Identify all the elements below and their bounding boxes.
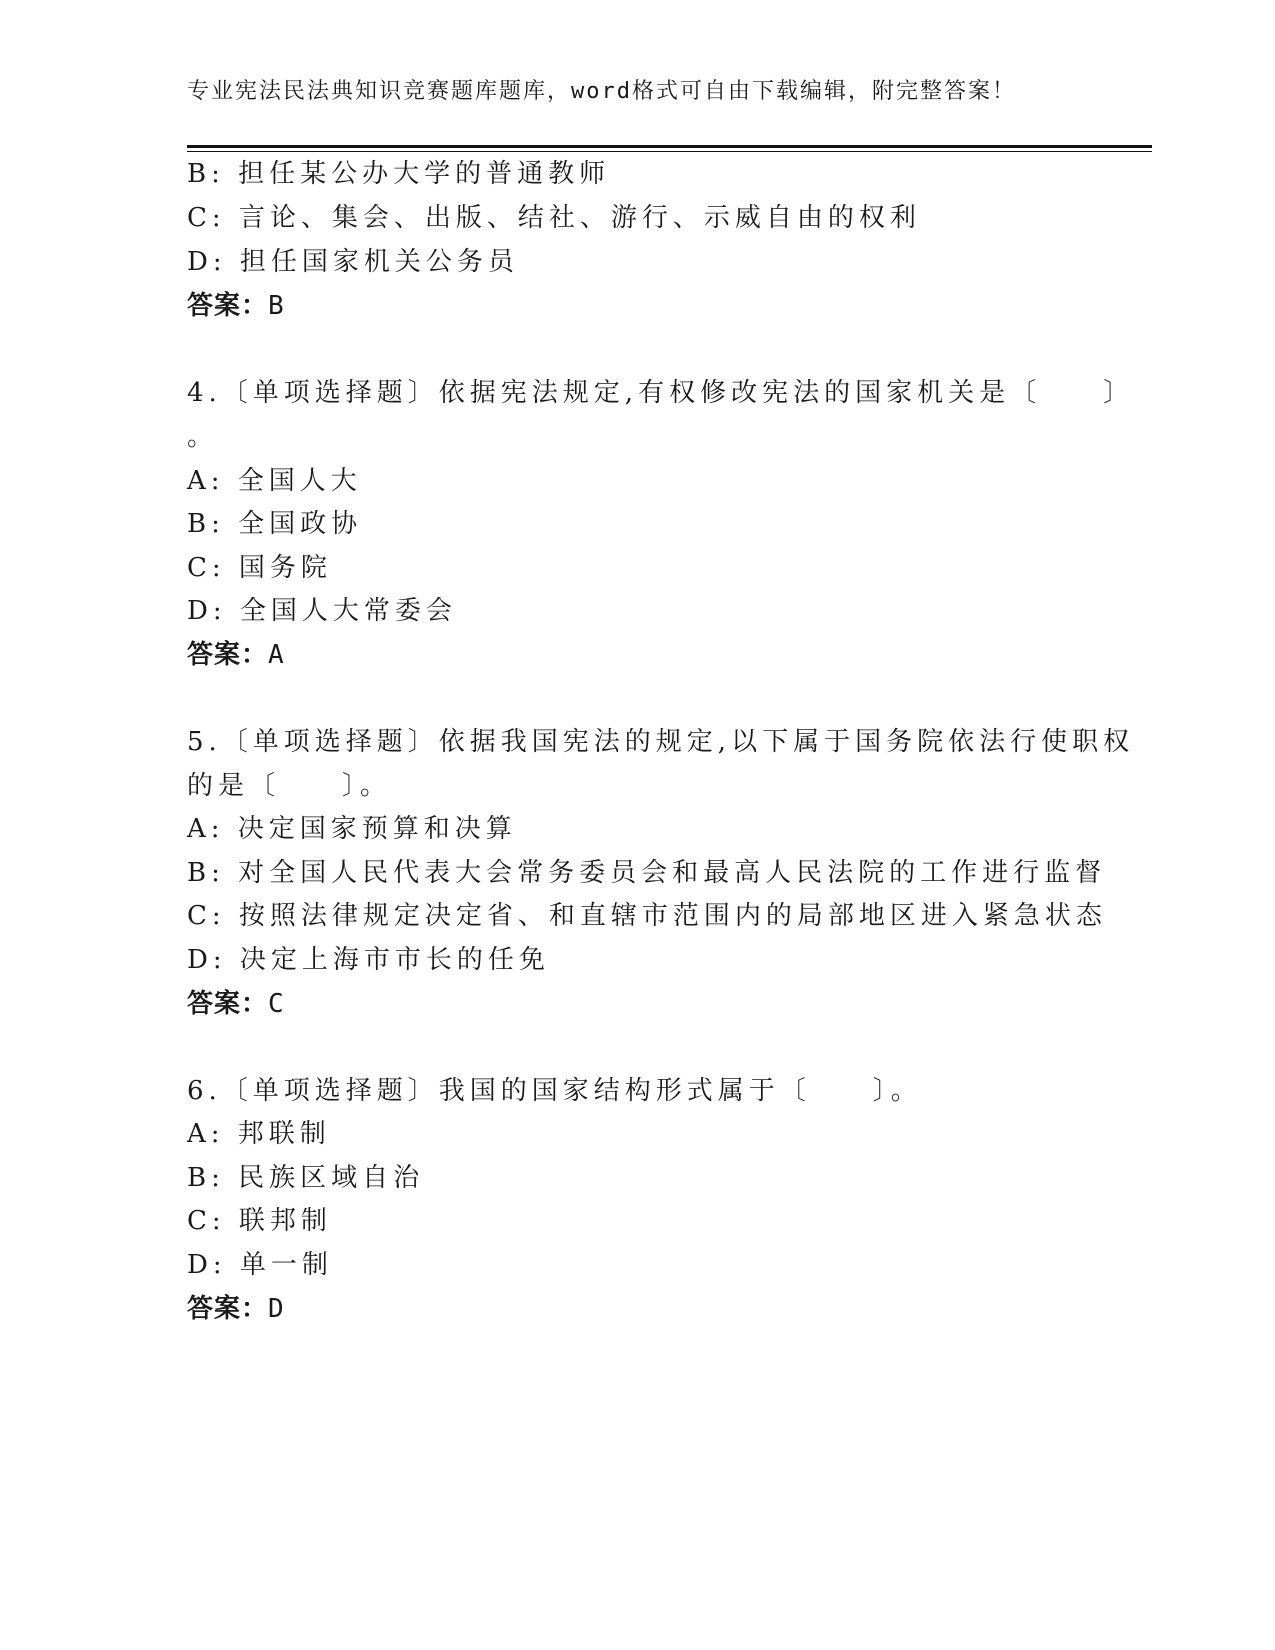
- q4-option-a: A: 全国人大: [187, 466, 362, 496]
- q5-answer: [187, 988, 285, 1020]
- page-header: 专业宪法民法典知识竞赛题库题库，word格式可自由下载编辑，附完整答案！: [187, 79, 1016, 104]
- q6-stem-line1: 6.〔单项选择题〕我国的国家结构形式属于〔 〕。: [187, 1076, 922, 1106]
- q5-stem-line2: 的是〔 〕。: [187, 771, 392, 801]
- q5-option-d: D: 决定上海市市长的任免: [187, 945, 550, 975]
- q6-answer-value: D: [268, 1294, 285, 1324]
- q4-stem-line1: 4.〔单项选择题〕依据宪法规定,有权修改宪法的国家机关是〔 〕: [187, 378, 1135, 408]
- q4-option-d: D: 全国人大常委会: [187, 596, 457, 626]
- q5-answer-value: C: [268, 989, 285, 1019]
- q5-option-b: B: 对全国人民代表大会常务委员会和最高人民法院的工作进行监督: [187, 858, 1107, 888]
- q4-answer: [187, 639, 285, 671]
- q6-option-c: C: 联邦制: [187, 1206, 332, 1236]
- q3-answer-value: B: [268, 291, 285, 321]
- q4-answer-value: A: [268, 640, 285, 670]
- q6-option-d: D: 单一制: [187, 1250, 333, 1280]
- q5-option-c: C: 按照法律规定决定省、和直辖市范围内的局部地区进入紧急状态: [187, 901, 1107, 931]
- q3-option-c: C: 言论、集会、出版、结社、游行、示威自由的权利: [187, 203, 921, 233]
- q3-option-d: D: 担任国家机关公务员: [187, 247, 519, 277]
- q3-answer: [187, 290, 285, 322]
- q6-option-a: A: 邦联制: [187, 1119, 331, 1149]
- q5-stem-line1: 5.〔单项选择题〕依据我国宪法的规定,以下属于国务院依法行使职权: [187, 727, 1135, 757]
- header-rule-thick: [187, 145, 1152, 148]
- q4-answer-label: 答案：: [187, 640, 269, 670]
- q6-answer-label: 答案：: [187, 1294, 269, 1324]
- q5-option-a: A: 决定国家预算和决算: [187, 814, 517, 844]
- q6-answer: [187, 1293, 285, 1325]
- q3-option-b: B: 担任某公办大学的普通教师: [187, 159, 611, 189]
- q4-option-b: B: 全国政协: [187, 509, 363, 539]
- header-rule-thin: [187, 151, 1152, 152]
- q4-stem-line2: 。: [187, 422, 219, 452]
- q4-option-c: C: 国务院: [187, 553, 332, 583]
- q5-answer-label: 答案：: [187, 989, 269, 1019]
- q6-option-b: B: 民族区域自治: [187, 1163, 425, 1193]
- q3-answer-label: 答案：: [187, 291, 269, 321]
